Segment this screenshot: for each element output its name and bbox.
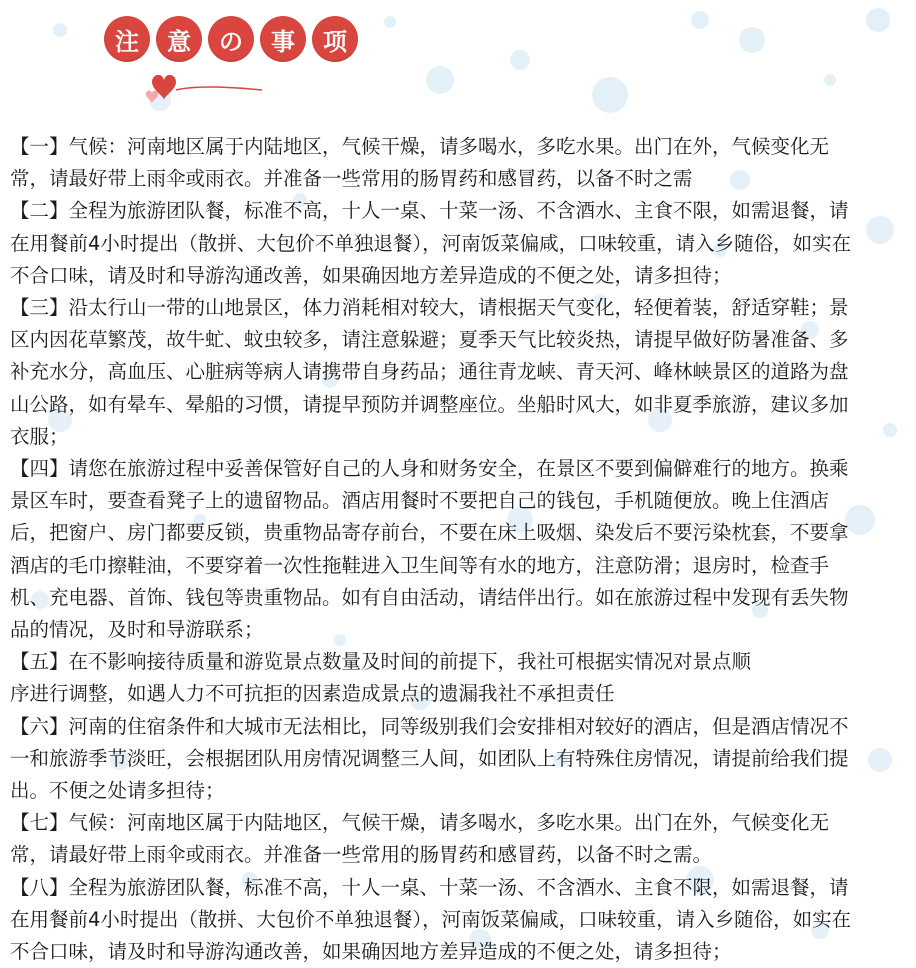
- notice-item-7: [10, 807, 908, 871]
- notice-line: 酒店的毛巾擦鞋油，不要穿着一次性拖鞋进入卫生间等有水的地方，注意防滑；退房时，检查手: [10, 553, 830, 577]
- title-char-1: 注: [104, 16, 150, 62]
- notice-item-2: [10, 195, 908, 292]
- notice-line: 不合口味，请及时和导游沟通改善，如果确因地方差异造成的不便之处，请多担待；: [10, 263, 732, 287]
- notice-line: 不合口味，请及时和导游沟通改善，如果确因地方差异造成的不便之处，请多担待；: [10, 940, 732, 964]
- notice-line: 补充水分，高血压、心脏病等病人请携带自身药品；通往青龙峡、青天河、峰林峡景区的道路为盘: [10, 360, 849, 384]
- notice-line: 【六】河南的住宿条件和大城市无法相比，同等级别我们会安排相对较好的酒店，但是酒店情况不: [10, 714, 849, 738]
- notice-line: 常，请最好带上雨伞或雨衣。并准备一些常用的肠胃药和感冒药，以备不时之需。: [10, 843, 713, 867]
- notice-line: 【一】气候：河南地区属于内陆地区，气候干燥，请多喝水，多吃水果。出门在外，气候变化无: [10, 135, 830, 158]
- notice-line: 山公路，如有晕车、晕船的习惯，请提早预防并调整座位。坐船时风大，如非夏季旅游，建议多加: [10, 392, 849, 416]
- notice-line: 景区车时，要查看凳子上的遗留物品。酒店用餐时不要把自己的钱包，手机随便放。晚上住酒店: [10, 489, 830, 513]
- heart-icon: [142, 64, 262, 114]
- notice-item-3: [10, 292, 908, 453]
- notice-line: 品的情况，及时和导游联系；: [10, 618, 264, 642]
- notice-line: 常，请最好带上雨伞或雨衣。并准备一些常用的肠胃药和感冒药，以备不时之需: [10, 167, 693, 191]
- title-char-4: 事: [260, 16, 306, 62]
- notice-line: 区内因花草繁茂，故牛虻、蚊虫较多，请注意躲避；夏季天气比较炎热，请提早做好防暑准备、多: [10, 328, 849, 352]
- notice-line: 衣服；: [10, 424, 69, 448]
- notice-line: 【二】全程为旅游团队餐，标准不高，十人一桌、十菜一汤、不含酒水、主食不限，如需退餐，请: [10, 199, 849, 223]
- notice-line: 机、充电器、首饰、钱包等贵重物品。如有自由活动，请结伴出行。如在旅游过程中发现有丢失物: [10, 585, 849, 609]
- notice-line: 在用餐前4小时提出（散拼、大包价不单独退餐），河南饭菜偏咸，口味较重，请入乡随俗，如实在: [10, 231, 852, 255]
- title-char-5: 项: [312, 16, 358, 62]
- notice-line: 【七】气候：河南地区属于内陆地区，气候干燥，请多喝水，多吃水果。出门在外，气候变化无: [10, 811, 830, 835]
- notice-line: 【三】沿太行山一带的山地景区，体力消耗相对较大，请根据天气变化，轻便着装，舒适穿鞋；景: [10, 296, 849, 320]
- notice-item-4: [10, 453, 908, 646]
- notice-line: 【五】在不影响接待质量和游览景点数量及时间的前提下，我社可根据实情况对景点顺: [10, 650, 752, 674]
- notice-item-5: [10, 646, 908, 710]
- notice-item-6: [10, 711, 908, 808]
- notice-line: 一和旅游季节淡旺，会根据团队用房情况调整三人间，如团队上有特殊住房情况，请提前给我们提: [10, 746, 849, 770]
- title-badges: [104, 16, 358, 62]
- title-char-2: 意: [156, 16, 202, 62]
- notice-line: 序进行调整，如遇人力不可抗拒的因素造成景点的遗漏我社不承担责任: [10, 682, 615, 706]
- notice-line: 【四】请您在旅游过程中妥善保管好自己的人身和财务安全，在景区不要到偏僻难行的地方。换乘: [10, 457, 849, 481]
- notice-line: 【八】全程为旅游团队餐，标准不高，十人一桌、十菜一汤、不含酒水、主食不限，如需退餐，请: [10, 875, 849, 899]
- title-char-3: の: [208, 16, 254, 62]
- section-title: [104, 16, 358, 62]
- notice-item-8: [10, 872, 908, 968]
- notice-line: 出。不便之处请多担待；: [10, 779, 225, 803]
- notice-line: 后，把窗户、房门都要反锁，贵重物品寄存前台，不要在床上吸烟、染发后不要污染枕套，不要拿: [10, 521, 849, 545]
- notice-item-1: [10, 131, 908, 195]
- notice-line: 在用餐前4小时提出（散拼、大包价不单独退餐），河南饭菜偏咸，口味较重，请入乡随俗，如实在: [10, 907, 852, 931]
- notice-content: [10, 131, 908, 968]
